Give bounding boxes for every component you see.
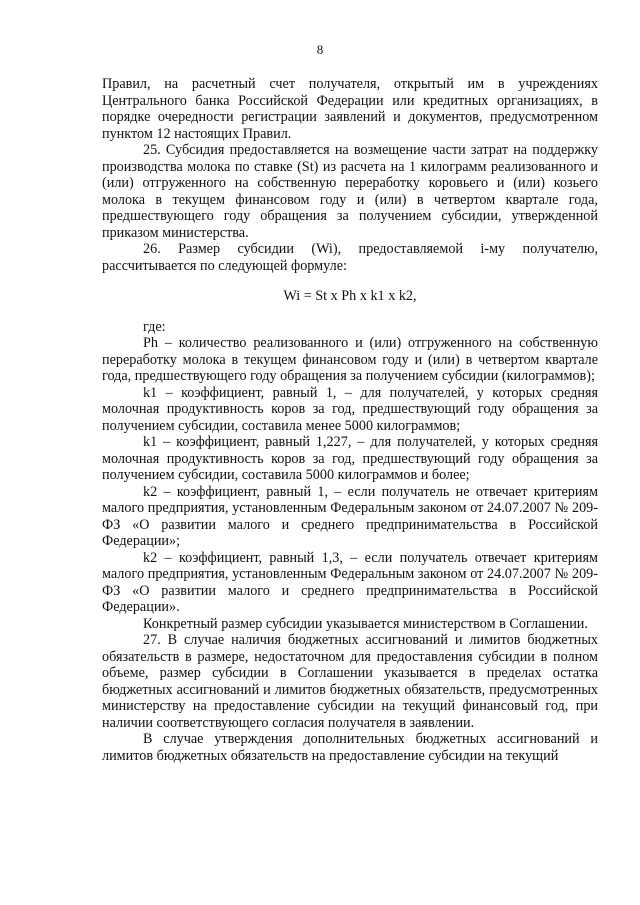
paragraph-27: 27. В случае наличия бюджетных ассигнований и лимитов бюджетных обязательств в размере, недостаточном для предоставления субсидии в полном объеме, размер субсидии в Соглашении указывается в пределах остатка бюджетных ассигнований и лимитов бюджетных обязательств, предусмотренных министерству на предоставление субсидии на текущий финансовый год, при наличии соответствующего согласия получателя в заявлении. (102, 632, 598, 731)
paragraph-additional-allocations: В случае утверждения дополнительных бюджетных ассигнований и лимитов бюджетных обязательств на предоставление субсидии на текущий (102, 731, 598, 764)
definition-k2-not-small: k2 – коэффициент, равный 1, – если получатель не отвечает критериям малого предприятия, установленным Федеральным законом от 24.07.2007 № 209-ФЗ «О развитии малого и среднего предпринимательства в Российской Федерации»; (102, 483, 598, 549)
paragraph-26: 26. Размер субсидии (Wi), предоставляемой i-му получателю, рассчитывается по следующей формуле: (102, 241, 598, 274)
definition-ph: Ph – количество реализованного и (или) отгруженного на собственную переработку молока в текущем финансовом году и (или) в четвертом квартале года, предшествующего году обращения за получением субсидии (килограммов); (102, 335, 598, 384)
page-number: 8 (316, 42, 324, 57)
paragraph-continuation: Правил, на расчетный счет получателя, открытый им в учреждениях Центрального банка Российской Федерации или кредитных организациях, в порядке очередности регистрации заявлений и документов, предусмотренном пунктом 12 настоящих Правил. (102, 76, 598, 142)
document-body (102, 76, 598, 764)
paragraph-25: 25. Субсидия предоставляется на возмещение части затрат на поддержку производства молока по ставке (St) из расчета на 1 килограмм реализованного и (или) отгруженного на собственную переработку коровьего и (или) козьего молока в текущем финансовом году и (или) в четвертом квартале года, предшествующего году обращения за получением субсидии, утвержденной приказом министерства. (102, 142, 598, 241)
formula-where-label: где: (143, 318, 166, 335)
definition-k1-less: k1 – коэффициент, равный 1, – для получателей, у которых средняя молочная продуктивность коров за год, предшествующий году обращения за получением субсидии, составила менее 5000 килограммов; (102, 384, 598, 434)
formula: Wi = St x Ph x k1 x k2, (283, 288, 417, 304)
definition-k1-more: k1 – коэффициент, равный 1,227, – для получателей, у которых средняя молочная продуктивность коров за год, предшествующий году обращения за получением субсидии, составила 5000 килограммов и более; (102, 434, 598, 483)
paragraph-specific-amount: Конкретный размер субсидии указывается министерством в Соглашении. (143, 615, 588, 632)
definition-k2-small: k2 – коэффициент, равный 1,3, – если получатель отвечает критериям малого предприятия, установленным Федеральным законом от 24.07.2007 № 209-ФЗ «О развитии малого и среднего предпринимательства в Российской Федерации». (102, 549, 598, 615)
